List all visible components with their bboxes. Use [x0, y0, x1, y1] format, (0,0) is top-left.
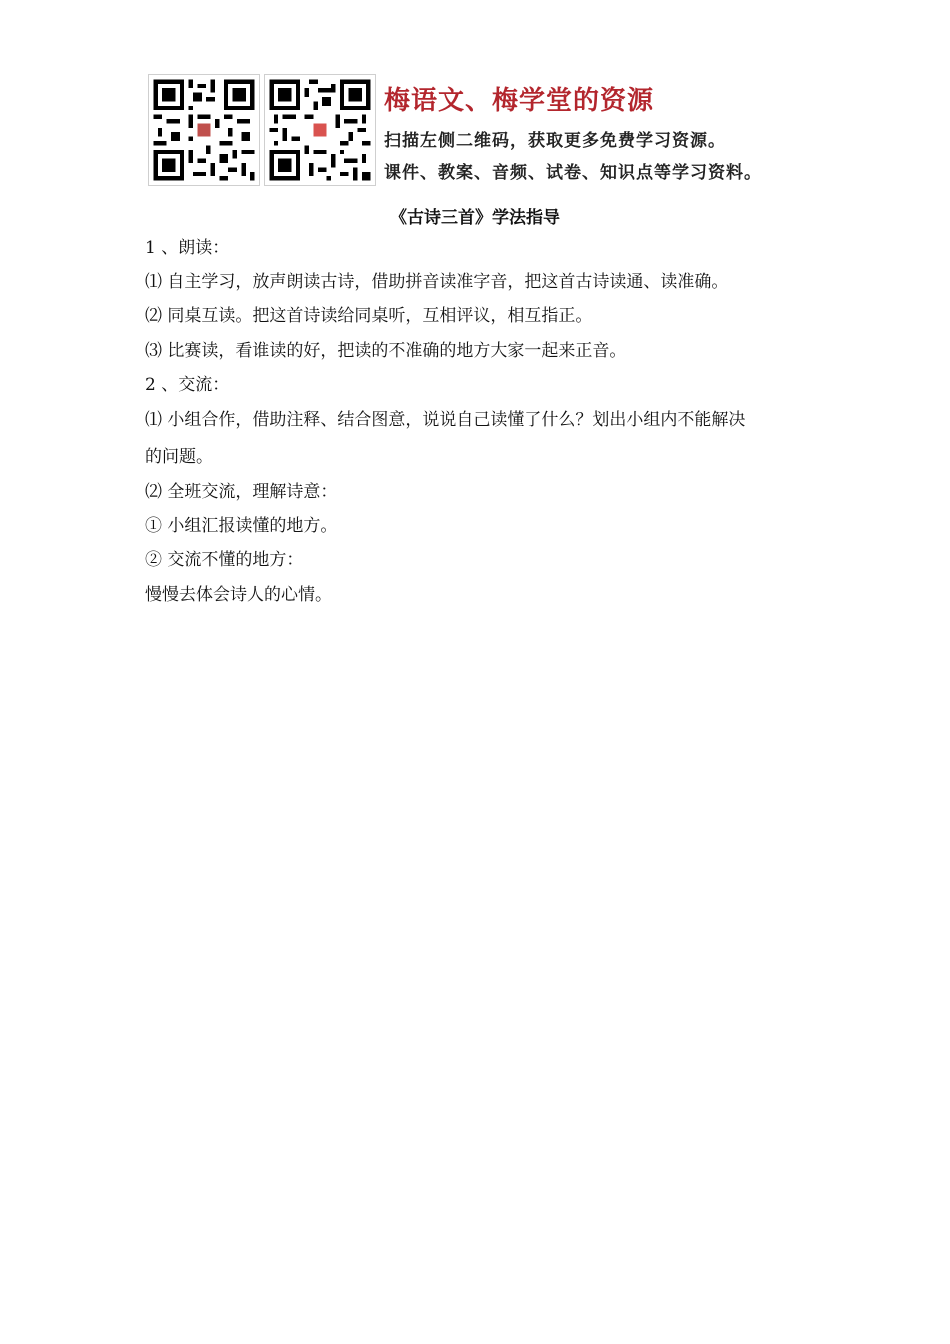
- banner-title: 梅语文、梅学堂的资源: [384, 86, 655, 116]
- paragraph-line: 的问题。: [145, 447, 213, 467]
- banner-line-2: 课件、教案、音频、试卷、知识点等学习资料。: [384, 163, 762, 183]
- paragraph-line: ⑵ 同桌互读。把这首诗读给同桌听，互相评议，相互指正。: [145, 306, 593, 326]
- section-heading: 2 、交流：: [145, 375, 230, 395]
- qr-code-icon[interactable]: [264, 74, 376, 186]
- resource-banner: [148, 74, 828, 188]
- section-heading: 1 、朗读：: [145, 238, 230, 258]
- paragraph-line: ⑴ 自主学习，放声朗读古诗，借助拼音读准字音，把这首古诗读通、读准确。: [145, 272, 729, 292]
- document-title: 《古诗三首》学法指导: [390, 208, 560, 228]
- paragraph-line: ⑴ 小组合作，借助注释、结合图意，说说自己读懂了什么？划出小组内不能解决: [145, 410, 746, 430]
- paragraph-line: ① 小组汇报读懂的地方。: [145, 516, 338, 536]
- qr-code-icon[interactable]: [148, 74, 260, 186]
- paragraph-line: 慢慢去体会诗人的心情。: [145, 585, 332, 605]
- paragraph-line: ② 交流不懂的地方：: [145, 550, 304, 570]
- paragraph-line: ⑶ 比赛读，看谁读的好，把读的不准确的地方大家一起来正音。: [145, 341, 627, 361]
- paragraph-line: ⑵ 全班交流，理解诗意：: [145, 482, 338, 502]
- banner-line-1: 扫描左侧二维码，获取更多免费学习资源。: [384, 131, 726, 151]
